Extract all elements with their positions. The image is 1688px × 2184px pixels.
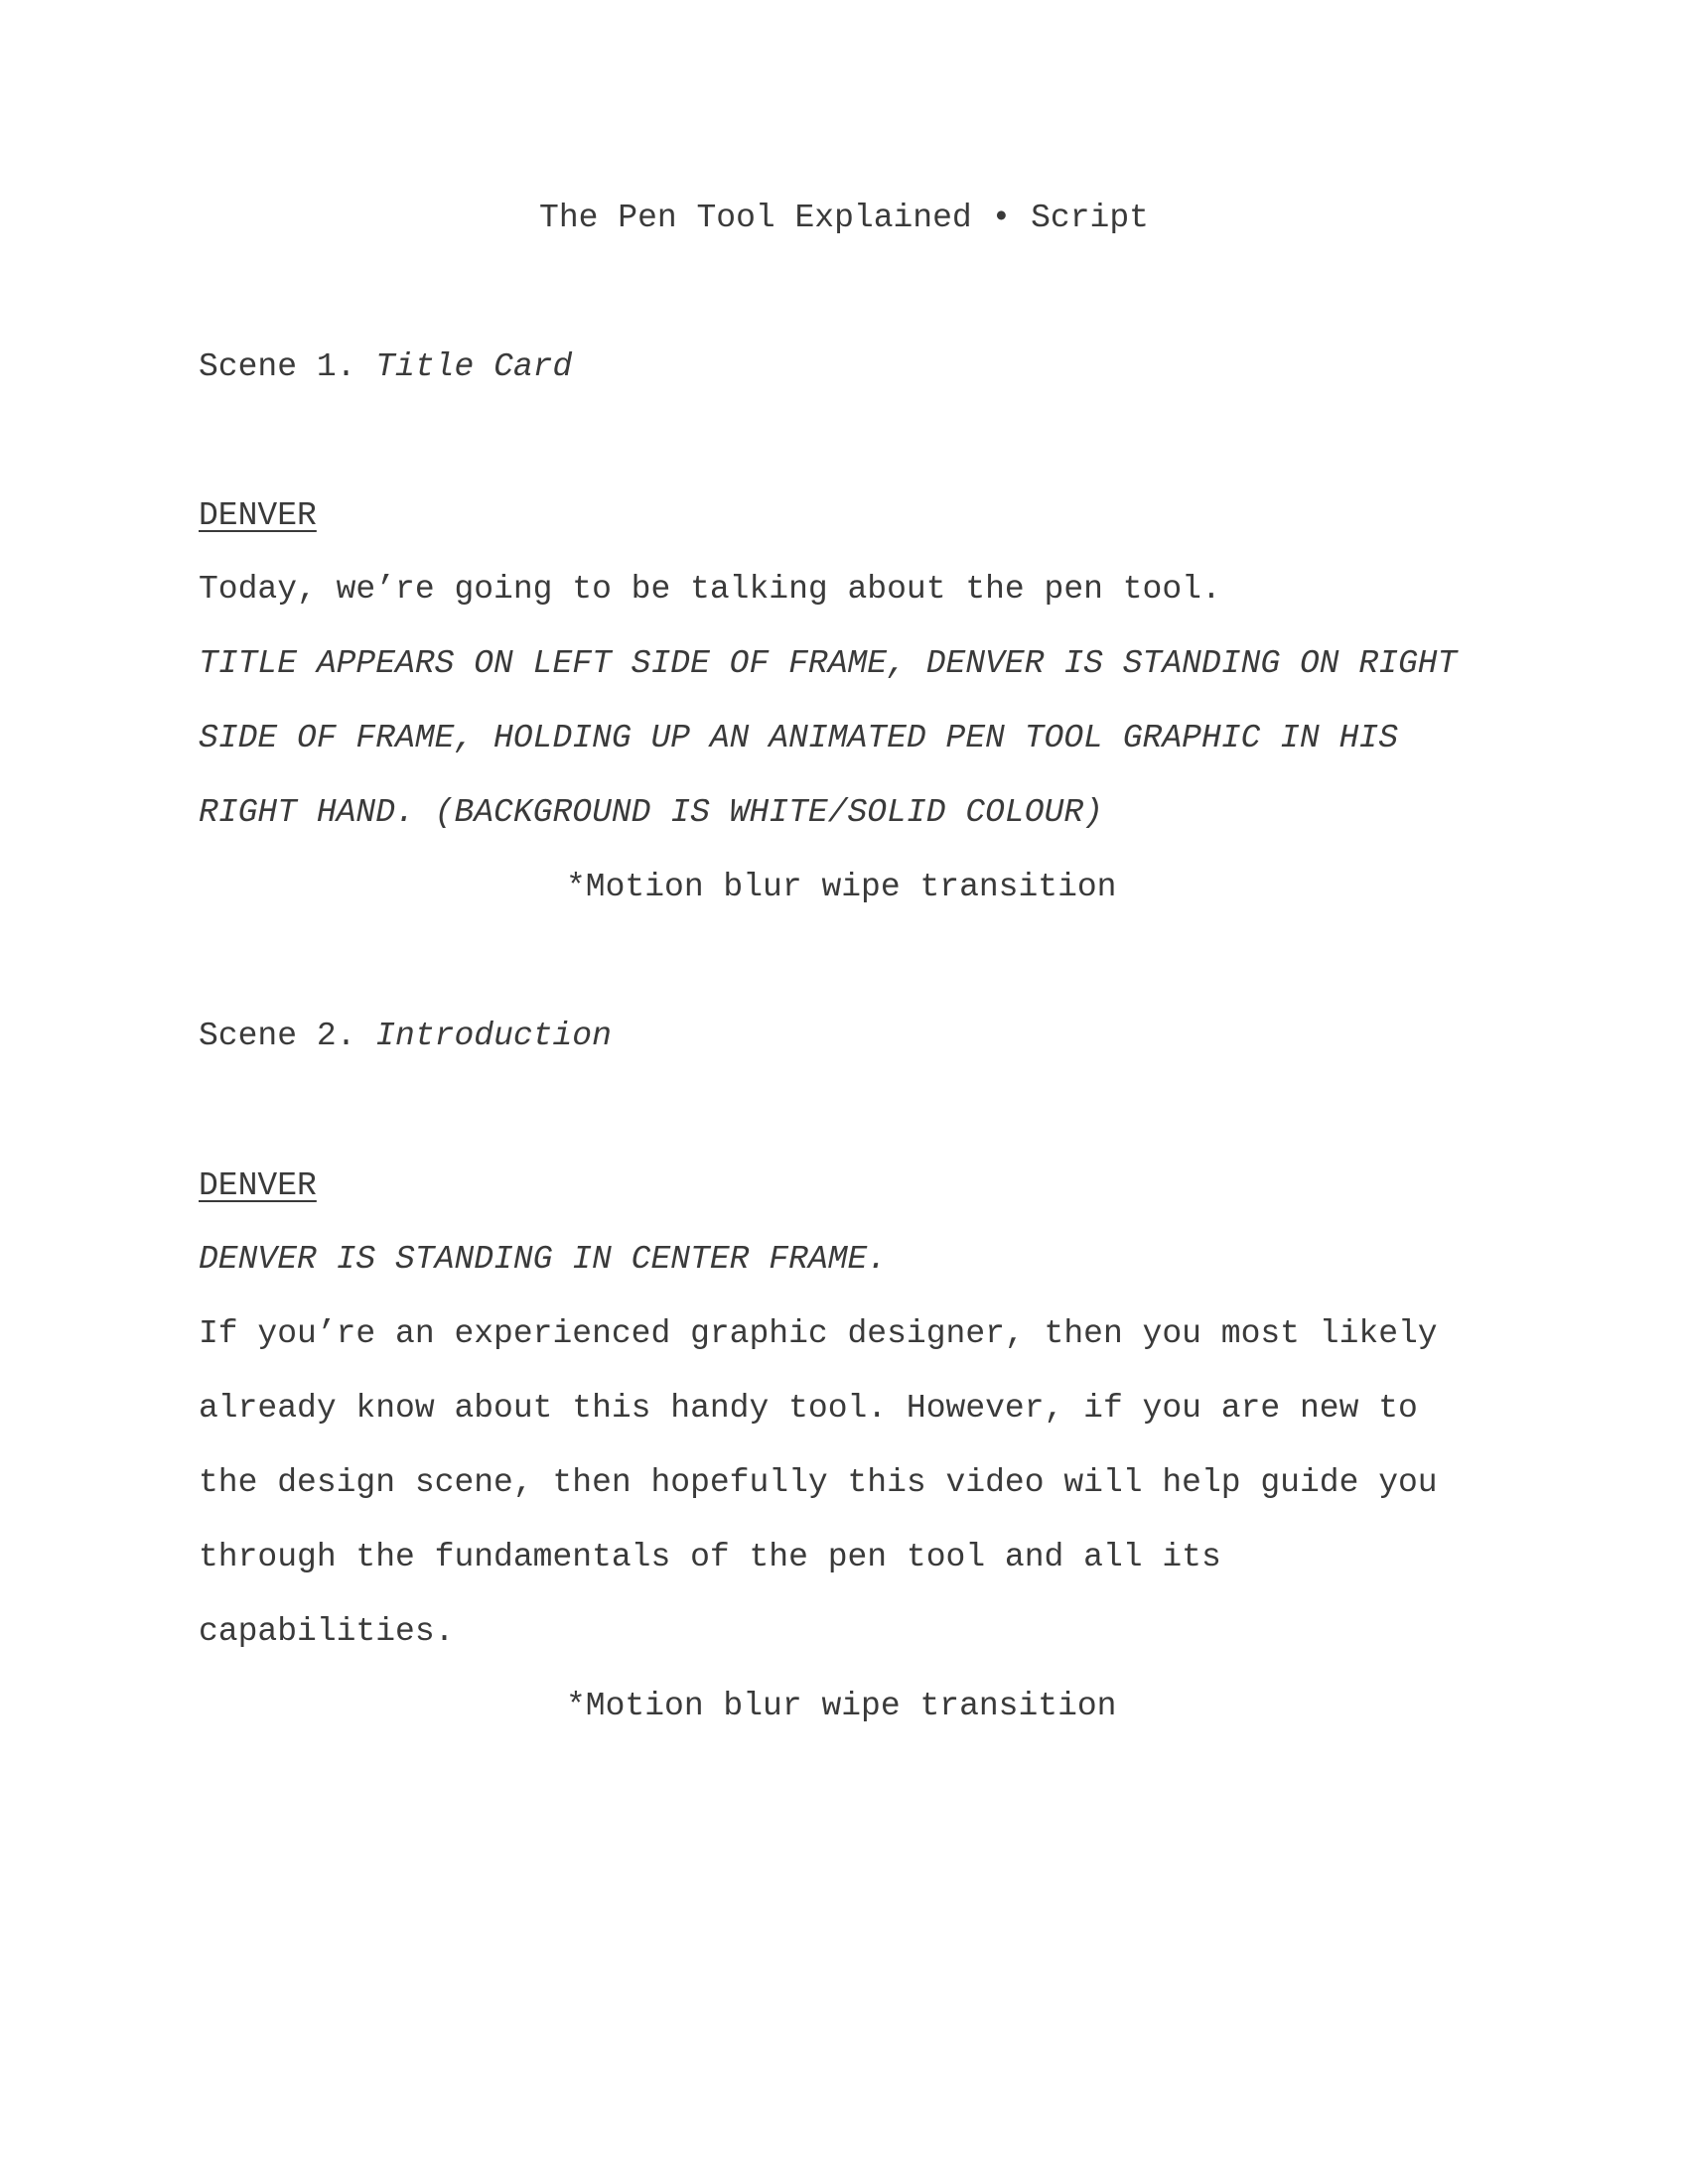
scene-2-heading xyxy=(199,1017,612,1056)
scene-2-dialogue-line: through the fundamentals of the pen tool and all its xyxy=(199,1539,1221,1575)
scene-1-heading xyxy=(199,347,572,387)
scene-1-direction-line: TITLE APPEARS ON LEFT SIDE OF FRAME, DENVER IS STANDING ON RIGHT xyxy=(199,645,1458,682)
scene-2-direction: DENVER IS STANDING IN CENTER FRAME. xyxy=(199,1241,888,1278)
scene-1-direction-line: SIDE OF FRAME, HOLDING UP AN ANIMATED PEN TOOL GRAPHIC IN HIS xyxy=(199,720,1398,756)
document-title: The Pen Tool Explained • Script xyxy=(539,200,1149,236)
scene-1-dialogue: Today, we’re going to be talking about the pen tool. xyxy=(199,571,1221,608)
scene-2-number: Scene 2. xyxy=(199,1018,356,1054)
scene-2-name: Introduction xyxy=(375,1018,612,1054)
scene-2-dialogue-line: the design scene, then hopefully this video will help guide you xyxy=(199,1464,1438,1501)
scene-1-direction-line: RIGHT HAND. (BACKGROUND IS WHITE/SOLID COLOUR) xyxy=(199,794,1103,831)
scene-2-transition: *Motion blur wipe transition xyxy=(566,1688,1117,1724)
scene-2-dialogue-line: already know about this handy tool. However, if you are new to xyxy=(199,1390,1418,1427)
scene-2-character: DENVER xyxy=(199,1167,317,1204)
scene-1-character: DENVER xyxy=(199,497,317,534)
scene-1-transition: *Motion blur wipe transition xyxy=(566,869,1117,905)
scene-2-dialogue-line: If you’re an experienced graphic designer, then you most likely xyxy=(199,1315,1438,1352)
scene-1-number: Scene 1. xyxy=(199,348,356,385)
scene-2-dialogue-line: capabilities. xyxy=(199,1613,455,1650)
scene-1-name: Title Card xyxy=(375,348,573,385)
